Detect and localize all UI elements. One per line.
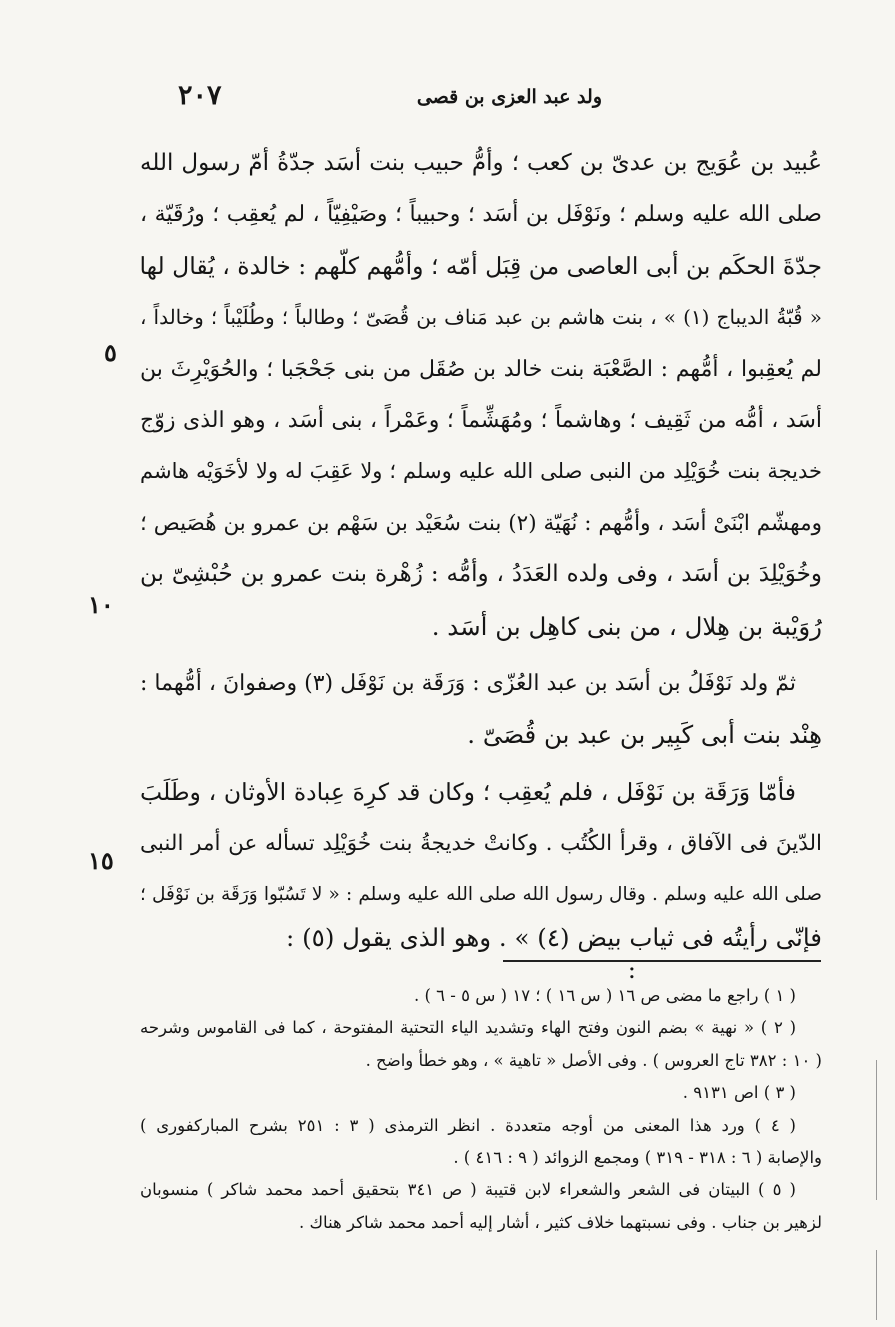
line-number-15: ١٥ bbox=[88, 846, 114, 875]
text-line: خديجة بنت خُوَيْلِد من النبى صلى الله عليه وسلم ؛ ولا عَقِبَ له ولا لأخَوَيْه هاشم bbox=[140, 459, 822, 484]
footnote: لزهير بن جناب . وفى نسبتهما خلاف كثير ، أشار إليه أحمد محمد شاكر هناك . bbox=[298, 1212, 822, 1232]
footnote: ( ٢ ) « نهية » بضم النون وفتح الهاء وتشديد الياء التحتية المفتوحة ، كما فى القاموس وشرحه bbox=[140, 1018, 796, 1038]
line-number-5: ٥ bbox=[104, 338, 117, 367]
text-line: ومهشّم ابْنَىْ أسَد ، وأمُّهم : نُهَيّة (٢) بنت سُعَيْد بن سَهْم بن عمرو بن هُصَيص ؛ bbox=[140, 510, 822, 536]
text-line: الدّينَ فى الآفاق ، وقرأ الكُتُب . وكانتْ خديجةُ بنت خُوَيْلِد تسأله عن أمر النبى bbox=[140, 831, 822, 857]
footnote-divider bbox=[503, 960, 821, 962]
text-line: صلى الله عليه وسلم ؛ ونَوْفَل بن أسَد ؛ وحبيباً ؛ وصَيْفِيّاً ، لم يُعقِب ؛ ورُقَيّة ، bbox=[140, 202, 822, 228]
footnotes bbox=[140, 980, 822, 1239]
text-line: هِنْد بنت أبى كَبِير بن عبد بن قُصَىّ . bbox=[467, 720, 822, 750]
text-line: وخُوَيْلِدَ بن أسَد ، وفى ولده العَدَدُ ، وأمُّه : زُهْرة بنت عمرو بن حُبْشِىّ بن bbox=[140, 561, 822, 588]
text-line: فإنّى رأيتُه فى ثياب بيض (٤) » . وهو الذى يقول (٥) : bbox=[286, 922, 822, 952]
footnote: ( ٤ ) ورد هذا المعنى من أوجه متعددة . انظر الترمذى ( ٣ : ٢٥١ بشرح المباركفورى ) bbox=[140, 1115, 796, 1135]
footnote: ( ١٠ : ٣٨٢ تاج العروس ) . وفى الأصل « تاهية » ، وهو خطأ واضح . bbox=[365, 1050, 822, 1070]
footnote: والإصابة ( ٦ : ٣١٨ - ٣١٩ ) ومجمع الزوائد ( ٩ : ٤١٦ ) . bbox=[453, 1147, 822, 1167]
footnote: ( ١ ) راجع ما مضى ص ١٦ ( س ١٦ ) ؛ ١٧ ( س ٥ - ٦ ) . bbox=[414, 986, 796, 1005]
footnote: ( ٣ ) اص ٩١٣١ . bbox=[682, 1083, 796, 1103]
footnote: ( ٥ ) البيتان فى الشعر والشعراء لابن قتيبة ( ص ٣٤١ بتحقيق أحمد محمد شاكر ) منسوبان bbox=[140, 1180, 796, 1200]
text-line: « قُبّةُ الديباج (١) » ، بنت هاشم بن عبد مَناف بن قُصَىّ ؛ وطالباً ؛ وطُلَيْباً ؛ وخالداً ، bbox=[140, 305, 822, 330]
page-header bbox=[140, 80, 820, 120]
text-line: : bbox=[627, 954, 636, 984]
text-line: لم يُعقِبوا ، أمُّهم : الصَّعْبَة بنت خالد بن صُقَل من بنى جَحْجَبا ؛ والحُوَيْرِثَ بن bbox=[140, 356, 822, 382]
page-number: ٢٠٧ bbox=[178, 80, 222, 111]
running-title: ولد عبد العزى بن قصى bbox=[416, 86, 602, 108]
scan-edge bbox=[876, 1250, 877, 1320]
text-line: صلى الله عليه وسلم . وقال رسول الله صلى الله عليه وسلم : « لا تَسُبّوا وَرَقَة بن نَوْفَل ؛ bbox=[140, 884, 822, 906]
text-line: عُبيد بن عُوَيج بن عدىّ بن كعب ؛ وأمُّ حبيب بنت أسَد جدّةُ أمّ رسول الله bbox=[140, 150, 822, 176]
text-line: جدّةَ الحكَم بن أبى العاصى من قِبَل أمّه ؛ وأمُّهم كلّهم : خالدة ، يُقال لها bbox=[140, 251, 822, 280]
text-line: أسَد ، أمُّه من ثَقِيف ؛ وهاشماً ؛ ومُهَشِّماً ؛ وعَمْراً ، بنى أسَد ، وهو الذى زوّج bbox=[140, 407, 822, 433]
scan-edge bbox=[876, 1060, 877, 1200]
text-line: رُوَيْبة بن هِلال ، من بنى كاهِل بن أسَد . bbox=[431, 611, 822, 641]
main-text bbox=[140, 138, 822, 985]
text-line: ثمّ ولد نَوْفَلُ بن أسَد بن عبد العُزّى : وَرَقَة بن نَوْفَل (٣) وصفوانَ ، أمُّهما : bbox=[140, 670, 796, 696]
text-line: فأمّا وَرَقَة بن نَوْفَل ، فلم يُعقِب ؛ وكان قد كرِهَ عِبادة الأوثان ، وطَلَبَ bbox=[140, 777, 796, 806]
line-number-10: ١٠ bbox=[88, 590, 114, 619]
